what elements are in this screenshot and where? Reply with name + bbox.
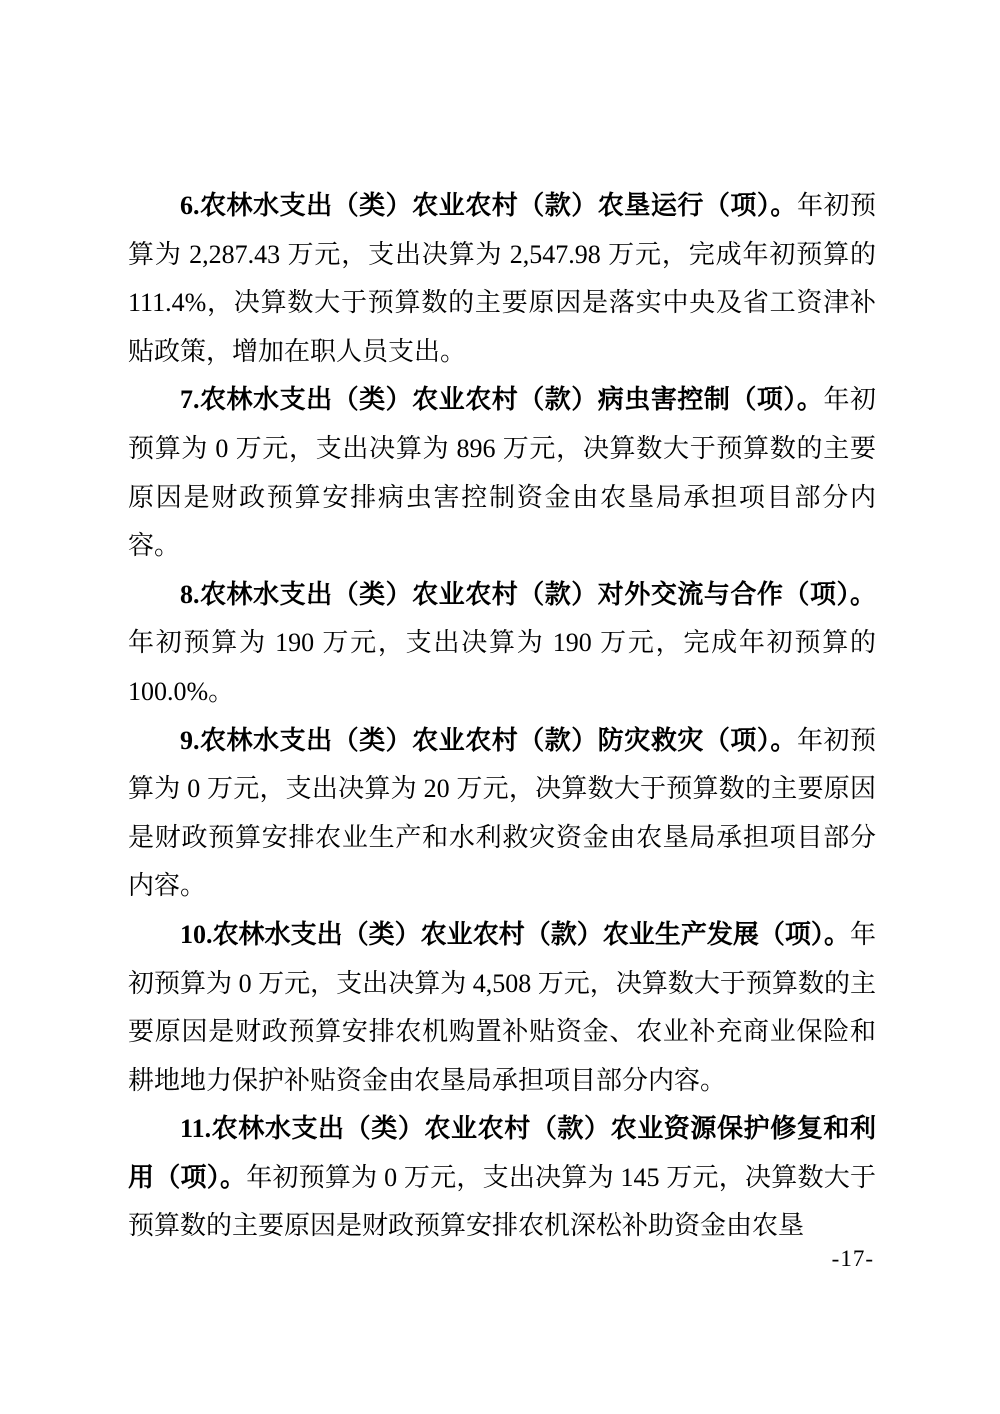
paragraph-9-body: 年初预算为 0 万元，支出决算为 20 万元，决算数大于预算数的主要原因是财政预算安排农业生产和水利救灾资金由农垦局承担项目部分内容。 — [128, 725, 876, 901]
paragraph-8-body: 年初预算为 190 万元，支出决算为 190 万元，完成年初预算的 100.0%。 — [128, 628, 876, 706]
paragraph-11-heading: 11.农林水支出（类）农业农村（款）农业资源保护修复和利用（项）。 — [128, 1114, 876, 1192]
paragraph-item-6 — [128, 182, 876, 376]
paragraph-6-body: 年初预算为 2,287.43 万元，支出决算为 2,547.98 万元，完成年初预算的 111.4%，决算数大于预算数的主要原因是落实中央及省工资津补贴政策，增加在职人员支出。 — [128, 191, 876, 366]
paragraph-item-8 — [128, 571, 876, 717]
page-number: -17- — [831, 1246, 874, 1271]
paragraph-item-11 — [128, 1105, 876, 1251]
paragraph-7-body: 年初预算为 0 万元，支出决算为 896 万元，决算数大于预算数的主要原因是财政预算安排病虫害控制资金由农垦局承担项目部分内容。 — [128, 385, 876, 561]
paragraph-item-10 — [128, 911, 876, 1105]
paragraph-item-9 — [128, 717, 876, 911]
paragraph-item-7 — [128, 376, 876, 570]
paragraph-11-body: 年初预算为 0 万元，支出决算为 145 万元，决算数大于预算数的主要原因是财政预算安排农机深松补助资金由农垦 — [128, 1162, 876, 1241]
paragraph-10-heading: 10.农林水支出（类）农业农村（款）农业生产发展（项）。 — [180, 919, 850, 949]
paragraph-10-body: 年初预算为 0 万元，支出决算为 4,508 万元，决算数大于预算数的主要原因是财政预算安排农机购置补贴资金、农业补充商业保险和耕地地力保护补贴资金由农垦局承担项目部分内容。 — [128, 919, 876, 1095]
paragraph-6-heading: 6.农林水支出（类）农业农村（款）农垦运行（项）。 — [180, 191, 797, 220]
paragraph-8-heading: 8.农林水支出（类）农业农村（款）对外交流与合作（项）。 — [180, 579, 876, 609]
paragraph-9-heading: 9.农林水支出（类）农业农村（款）防灾救灾（项）。 — [180, 725, 797, 755]
paragraph-7-heading: 7.农林水支出（类）农业农村（款）病虫害控制（项）。 — [180, 385, 824, 415]
document-content — [128, 182, 876, 1251]
